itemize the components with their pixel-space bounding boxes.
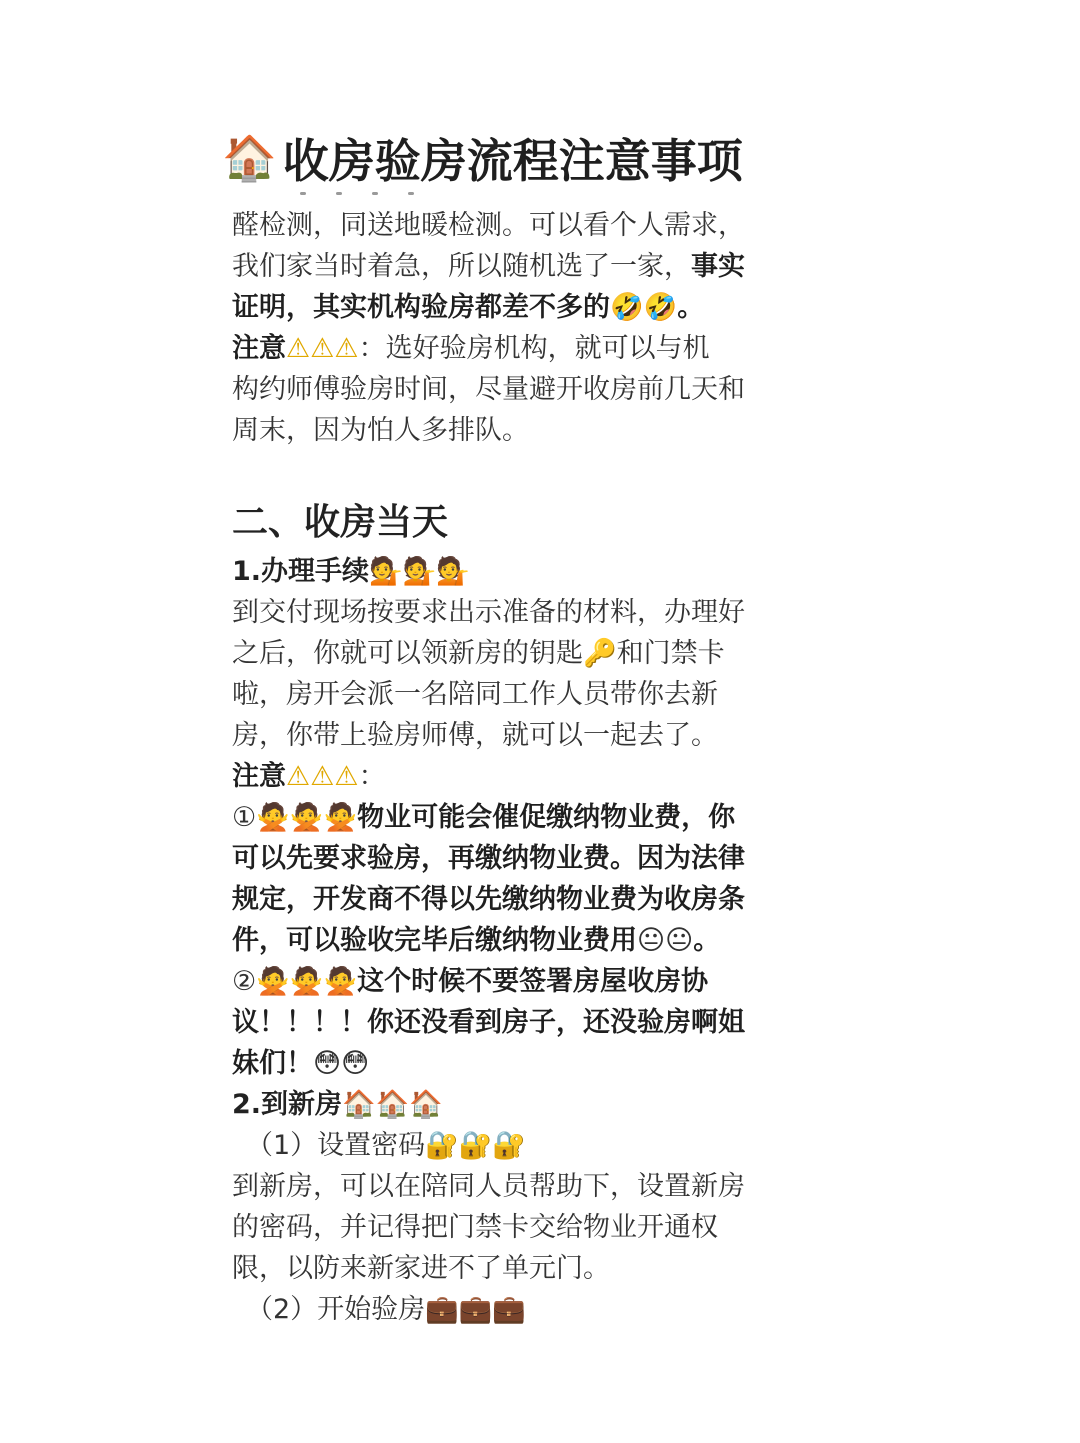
warning-icon: ⚠⚠⚠ bbox=[286, 333, 359, 364]
paragraph-line: 我们家当时着急，所以随机选了一家，事实 bbox=[232, 251, 745, 282]
flushed-face-icon: 😳😳 bbox=[313, 1048, 370, 1079]
house-icon: 🏠🏠🏠 bbox=[342, 1089, 443, 1120]
sub-step-heading: （2）开始验房💼💼💼 bbox=[246, 1294, 527, 1325]
note-label: 注意 bbox=[232, 761, 286, 792]
section-heading: 二、收房当天 bbox=[232, 502, 449, 543]
paragraph-line: 到新房，可以在陪同人员帮助下，设置新房 bbox=[232, 1171, 745, 1202]
step-heading: 2.到新房🏠🏠🏠 bbox=[232, 1089, 443, 1120]
article-body bbox=[232, 205, 832, 1330]
warning-icon: ⚠⚠⚠ bbox=[286, 761, 359, 792]
paragraph-line: 限，以防来新家进不了单元门。 bbox=[232, 1253, 610, 1284]
list-item: ①🙅🙅🙅物业可能会催促缴纳物业费，你 bbox=[232, 802, 736, 833]
paragraph-line: 可以先要求验房，再缴纳物业费。因为法律 bbox=[232, 843, 745, 874]
lock-with-key-icon: 🔐🔐🔐 bbox=[425, 1130, 527, 1161]
paragraph-line: 妹们！😳😳 bbox=[232, 1048, 370, 1079]
sub-step-heading: （1）设置密码🔐🔐🔐 bbox=[246, 1130, 527, 1161]
list-item: ②🙅🙅🙅这个时候不要签署房屋收房协 bbox=[232, 966, 709, 997]
note-line: 注意⚠⚠⚠： bbox=[232, 761, 386, 792]
person-tipping-hand-icon: 💁💁💁 bbox=[369, 556, 470, 587]
paragraph-line: 证明，其实机构验房都差不多的🤣🤣。 bbox=[232, 292, 705, 323]
paragraph-line: 房，你带上验房师傅，就可以一起去了。 bbox=[232, 720, 718, 751]
page-title-text: 收房验房流程注意事项 bbox=[282, 134, 743, 188]
person-gesturing-no-icon: 🙅🙅🙅 bbox=[256, 802, 358, 833]
key-icon: 🔑 bbox=[583, 638, 617, 669]
briefcase-icon: 💼💼💼 bbox=[425, 1294, 527, 1325]
page-title bbox=[222, 122, 842, 194]
paragraph-line: 之后，你就可以领新房的钥匙🔑和门禁卡 bbox=[232, 638, 725, 669]
rofl-icon: 🤣🤣 bbox=[610, 292, 678, 323]
person-gesturing-no-icon: 🙅🙅🙅 bbox=[256, 966, 358, 997]
paragraph-line: 醛检测，同送地暖检测。可以看个人需求， bbox=[232, 210, 745, 241]
paragraph-line: 构约师傅验房时间，尽量避开收房前几天和 bbox=[232, 374, 745, 405]
paragraph-line: 到交付现场按要求出示准备的材料，办理好 bbox=[232, 597, 745, 628]
note-label: 注意 bbox=[232, 333, 286, 364]
paragraph-line: 的密码，并记得把门禁卡交给物业开通权 bbox=[232, 1212, 718, 1243]
neutral-face-icon: 😐😐 bbox=[637, 925, 694, 956]
paragraph-line: 规定，开发商不得以先缴纳物业费为收房条 bbox=[232, 884, 745, 915]
step-heading: 1.办理手续💁💁💁 bbox=[232, 556, 470, 587]
note-line: 注意⚠⚠⚠：选好验房机构，就可以与机 bbox=[232, 333, 710, 364]
paragraph-line: 议！！！！你还没看到房子，还没验房啊姐 bbox=[232, 1007, 745, 1038]
paragraph-line: 周末，因为怕人多排队。 bbox=[232, 415, 529, 446]
paragraph-line: 啦，房开会派一名陪同工作人员带你去新 bbox=[232, 679, 718, 710]
cropped-text-fragment bbox=[300, 192, 440, 202]
paragraph-line: 件，可以验收完毕后缴纳物业费用😐😐。 bbox=[232, 925, 721, 956]
house-icon: 🏠 bbox=[222, 133, 277, 184]
